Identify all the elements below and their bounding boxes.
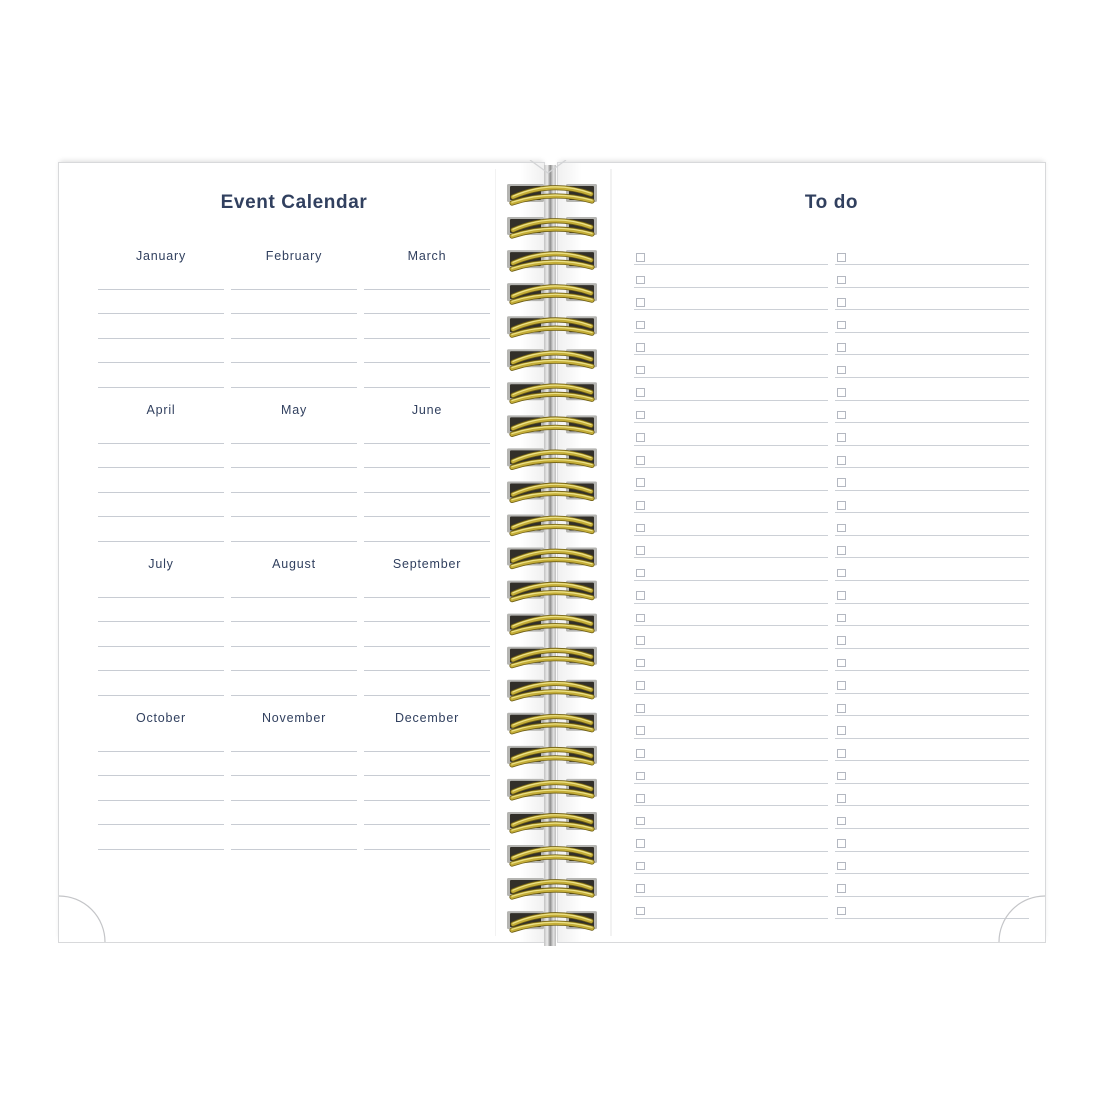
binding-coil bbox=[507, 845, 597, 864]
binding-coil bbox=[507, 184, 597, 203]
todo-row bbox=[835, 410, 1029, 433]
event-calendar-grid bbox=[98, 248, 490, 850]
todo-row bbox=[835, 320, 1029, 343]
checkbox-icon bbox=[636, 636, 645, 645]
todo-line bbox=[634, 873, 828, 874]
todo-line bbox=[835, 828, 1029, 829]
todo-line bbox=[634, 783, 828, 784]
todo-row bbox=[634, 455, 828, 478]
todo-row bbox=[835, 883, 1029, 906]
checkbox-icon bbox=[837, 321, 846, 330]
checkbox-icon bbox=[837, 298, 846, 307]
checkbox-icon bbox=[636, 569, 645, 578]
todo-line bbox=[634, 557, 828, 558]
ruled-line bbox=[364, 597, 490, 598]
ruled-line bbox=[231, 443, 357, 444]
todo-row bbox=[634, 703, 828, 726]
todo-row bbox=[835, 590, 1029, 613]
month-label: January bbox=[135, 249, 187, 263]
ruled-line bbox=[364, 289, 490, 290]
todo-line bbox=[634, 603, 828, 604]
ruled-line bbox=[364, 646, 490, 647]
checkbox-icon bbox=[636, 794, 645, 803]
todo-row bbox=[634, 432, 828, 455]
binding-coil bbox=[507, 415, 597, 434]
month-block bbox=[98, 402, 224, 542]
todo-row bbox=[835, 635, 1029, 658]
checkbox-icon bbox=[837, 569, 846, 578]
todo-row bbox=[634, 861, 828, 884]
todo-line bbox=[634, 309, 828, 310]
todo-line bbox=[835, 715, 1029, 716]
todo-line bbox=[835, 896, 1029, 897]
checkbox-icon bbox=[636, 276, 645, 285]
todo-row bbox=[634, 500, 828, 523]
todo-row bbox=[835, 613, 1029, 636]
binding-coil bbox=[507, 316, 597, 335]
binding-coil bbox=[507, 481, 597, 500]
checkbox-icon bbox=[837, 524, 846, 533]
checkbox-icon bbox=[837, 478, 846, 487]
todo-line bbox=[835, 535, 1029, 536]
todo-line bbox=[835, 490, 1029, 491]
todo-line bbox=[835, 512, 1029, 513]
ruled-line bbox=[231, 621, 357, 622]
checkbox-icon bbox=[636, 704, 645, 713]
checkbox-icon bbox=[837, 614, 846, 623]
ruled-line bbox=[231, 516, 357, 517]
checkbox-icon bbox=[837, 546, 846, 555]
binding-coil bbox=[507, 548, 597, 567]
todo-row bbox=[835, 500, 1029, 523]
checkbox-icon bbox=[837, 862, 846, 871]
checkbox-icon bbox=[636, 366, 645, 375]
todo-row bbox=[835, 861, 1029, 884]
ruled-line bbox=[98, 597, 224, 598]
month-label: October bbox=[135, 711, 187, 725]
ruled-line bbox=[364, 387, 490, 388]
checkbox-icon bbox=[636, 456, 645, 465]
ruled-line bbox=[98, 338, 224, 339]
binding-coil bbox=[507, 283, 597, 302]
todo-line bbox=[634, 354, 828, 355]
todo-row bbox=[634, 658, 828, 681]
checkbox-icon bbox=[636, 253, 645, 262]
todo-line bbox=[634, 467, 828, 468]
todo-line bbox=[835, 603, 1029, 604]
todo-line bbox=[835, 467, 1029, 468]
ruled-line bbox=[231, 751, 357, 752]
checkbox-icon bbox=[636, 411, 645, 420]
checkbox-icon bbox=[837, 794, 846, 803]
todo-row bbox=[835, 568, 1029, 591]
ruled-line bbox=[364, 516, 490, 517]
todo-row bbox=[835, 252, 1029, 275]
ruled-line bbox=[98, 289, 224, 290]
checkbox-icon bbox=[837, 253, 846, 262]
binding-coil bbox=[507, 250, 597, 269]
todo-line bbox=[835, 783, 1029, 784]
month-block bbox=[98, 248, 224, 388]
todo-line bbox=[634, 648, 828, 649]
todo-line bbox=[835, 400, 1029, 401]
checkbox-icon bbox=[837, 501, 846, 510]
todo-line bbox=[835, 918, 1029, 919]
checkbox-icon bbox=[636, 546, 645, 555]
left-page bbox=[58, 162, 545, 943]
todo-line bbox=[634, 670, 828, 671]
todo-line bbox=[634, 896, 828, 897]
todo-line bbox=[634, 512, 828, 513]
ruled-line bbox=[231, 492, 357, 493]
checkbox-icon bbox=[837, 636, 846, 645]
checkbox-icon bbox=[636, 343, 645, 352]
month-block bbox=[231, 710, 357, 850]
todo-row bbox=[634, 568, 828, 591]
ruled-line bbox=[98, 824, 224, 825]
todo-line bbox=[835, 377, 1029, 378]
todo-line bbox=[634, 332, 828, 333]
todo-row bbox=[634, 613, 828, 636]
month-block bbox=[364, 556, 490, 696]
todo-row bbox=[835, 523, 1029, 546]
month-label: August bbox=[272, 557, 316, 571]
todo-line bbox=[835, 670, 1029, 671]
page-hinge-line bbox=[495, 169, 497, 936]
binding-coil bbox=[507, 382, 597, 401]
checkbox-icon bbox=[636, 478, 645, 487]
checkbox-icon bbox=[837, 276, 846, 285]
checkbox-icon bbox=[636, 726, 645, 735]
todo-row bbox=[634, 477, 828, 500]
month-label: November bbox=[261, 711, 327, 725]
binding-coil bbox=[507, 217, 597, 236]
todo-row bbox=[634, 838, 828, 861]
checkbox-icon bbox=[837, 839, 846, 848]
todo-line bbox=[634, 580, 828, 581]
todo-line bbox=[634, 400, 828, 401]
ruled-line bbox=[364, 313, 490, 314]
ruled-line bbox=[364, 824, 490, 825]
checkbox-icon bbox=[636, 388, 645, 397]
todo-row bbox=[634, 252, 828, 275]
month-block bbox=[98, 710, 224, 850]
todo-line bbox=[835, 332, 1029, 333]
todo-title: To do bbox=[804, 192, 859, 213]
ruled-line bbox=[231, 775, 357, 776]
todo-line bbox=[835, 805, 1029, 806]
todo-row bbox=[835, 365, 1029, 388]
checkbox-icon bbox=[636, 681, 645, 690]
ruled-line bbox=[364, 467, 490, 468]
checkbox-icon bbox=[837, 749, 846, 758]
checkbox-icon bbox=[636, 591, 645, 600]
ruled-line bbox=[231, 387, 357, 388]
binding-coil bbox=[507, 647, 597, 666]
ruled-line bbox=[364, 492, 490, 493]
checkbox-icon bbox=[837, 591, 846, 600]
todo-row bbox=[835, 771, 1029, 794]
todo-row bbox=[634, 275, 828, 298]
checkbox-icon bbox=[837, 343, 846, 352]
todo-line bbox=[835, 693, 1029, 694]
todo-line bbox=[835, 557, 1029, 558]
month-block bbox=[231, 556, 357, 696]
todo-line bbox=[634, 422, 828, 423]
ruled-line bbox=[98, 516, 224, 517]
ruled-line bbox=[364, 695, 490, 696]
todo-line bbox=[634, 264, 828, 265]
checkbox-icon bbox=[636, 884, 645, 893]
binding-coil bbox=[507, 515, 597, 534]
todo-row bbox=[634, 545, 828, 568]
spiral-binding bbox=[500, 160, 606, 952]
binding-coil bbox=[507, 746, 597, 765]
todo-row bbox=[634, 680, 828, 703]
todo-row bbox=[634, 365, 828, 388]
month-label: April bbox=[146, 403, 176, 417]
checkbox-icon bbox=[837, 456, 846, 465]
checkbox-icon bbox=[837, 366, 846, 375]
ruled-line bbox=[98, 362, 224, 363]
binding-coil bbox=[507, 448, 597, 467]
todo-line bbox=[634, 918, 828, 919]
event-calendar-title: Event Calendar bbox=[220, 192, 368, 213]
ruled-line bbox=[98, 467, 224, 468]
todo-row bbox=[634, 342, 828, 365]
month-block bbox=[364, 248, 490, 388]
checkbox-icon bbox=[636, 501, 645, 510]
ruled-line bbox=[231, 646, 357, 647]
todo-row bbox=[835, 748, 1029, 771]
ruled-line bbox=[98, 695, 224, 696]
todo-line bbox=[835, 873, 1029, 874]
todo-column-right bbox=[835, 252, 1029, 928]
binding-coil bbox=[507, 779, 597, 798]
ruled-line bbox=[231, 338, 357, 339]
checkbox-icon bbox=[636, 614, 645, 623]
ruled-line bbox=[231, 670, 357, 671]
checkbox-icon bbox=[837, 388, 846, 397]
checkbox-icon bbox=[636, 817, 645, 826]
ruled-line bbox=[231, 824, 357, 825]
checkbox-icon bbox=[837, 659, 846, 668]
todo-line bbox=[835, 422, 1029, 423]
todo-row bbox=[835, 725, 1029, 748]
binding-coil bbox=[507, 878, 597, 897]
ruled-line bbox=[231, 849, 357, 850]
ruled-line bbox=[364, 670, 490, 671]
checkbox-icon bbox=[636, 321, 645, 330]
checkbox-icon bbox=[636, 839, 645, 848]
todo-line bbox=[634, 760, 828, 761]
checkbox-icon bbox=[636, 862, 645, 871]
ruled-line bbox=[98, 646, 224, 647]
todo-line bbox=[634, 693, 828, 694]
month-block bbox=[231, 248, 357, 388]
ruled-line bbox=[98, 849, 224, 850]
todo-row bbox=[835, 297, 1029, 320]
todo-row bbox=[634, 635, 828, 658]
ruled-line bbox=[231, 800, 357, 801]
todo-column-left bbox=[634, 252, 828, 928]
todo-line bbox=[634, 445, 828, 446]
month-block bbox=[98, 556, 224, 696]
checkbox-icon bbox=[636, 772, 645, 781]
todo-row bbox=[835, 477, 1029, 500]
month-label: July bbox=[148, 557, 174, 571]
binding-coil bbox=[507, 911, 597, 930]
todo-row bbox=[634, 297, 828, 320]
checkbox-icon bbox=[636, 907, 645, 916]
todo-row bbox=[835, 455, 1029, 478]
ruled-line bbox=[231, 289, 357, 290]
todo-line bbox=[835, 648, 1029, 649]
todo-row bbox=[835, 545, 1029, 568]
todo-row bbox=[634, 793, 828, 816]
checkbox-icon bbox=[636, 524, 645, 533]
checkbox-icon bbox=[837, 907, 846, 916]
todo-line bbox=[835, 760, 1029, 761]
todo-line bbox=[634, 535, 828, 536]
todo-line bbox=[634, 828, 828, 829]
todo-row bbox=[634, 410, 828, 433]
todo-row bbox=[634, 725, 828, 748]
ruled-line bbox=[98, 800, 224, 801]
checkbox-icon bbox=[837, 772, 846, 781]
month-label: March bbox=[407, 249, 447, 263]
todo-line bbox=[835, 445, 1029, 446]
todo-row bbox=[835, 703, 1029, 726]
month-block bbox=[364, 402, 490, 542]
right-page bbox=[557, 162, 1046, 943]
month-block bbox=[231, 402, 357, 542]
ruled-line bbox=[98, 443, 224, 444]
ruled-line bbox=[98, 775, 224, 776]
todo-row bbox=[634, 590, 828, 613]
binding-coil bbox=[507, 713, 597, 732]
todo-row bbox=[634, 320, 828, 343]
checkbox-icon bbox=[837, 884, 846, 893]
ruled-line bbox=[98, 492, 224, 493]
ruled-line bbox=[231, 362, 357, 363]
ruled-line bbox=[364, 362, 490, 363]
ruled-line bbox=[364, 338, 490, 339]
todo-row bbox=[634, 523, 828, 546]
ruled-line bbox=[98, 313, 224, 314]
todo-row bbox=[835, 680, 1029, 703]
ruled-line bbox=[98, 541, 224, 542]
ruled-line bbox=[364, 443, 490, 444]
binding-coil bbox=[507, 614, 597, 633]
checkbox-icon bbox=[636, 749, 645, 758]
binding-coil bbox=[507, 812, 597, 831]
binding-coil bbox=[507, 680, 597, 699]
todo-row bbox=[835, 275, 1029, 298]
todo-row bbox=[634, 771, 828, 794]
todo-row bbox=[634, 816, 828, 839]
ruled-line bbox=[364, 849, 490, 850]
todo-line bbox=[634, 490, 828, 491]
todo-row bbox=[835, 432, 1029, 455]
page-hinge-line bbox=[610, 169, 612, 936]
todo-line bbox=[634, 805, 828, 806]
todo-line bbox=[835, 851, 1029, 852]
todo-line bbox=[634, 715, 828, 716]
todo-line bbox=[835, 580, 1029, 581]
todo-row bbox=[634, 883, 828, 906]
ruled-line bbox=[364, 775, 490, 776]
month-label: December bbox=[394, 711, 460, 725]
todo-line bbox=[634, 625, 828, 626]
month-label: June bbox=[411, 403, 443, 417]
ruled-line bbox=[364, 621, 490, 622]
checkbox-icon bbox=[837, 411, 846, 420]
todo-line bbox=[835, 354, 1029, 355]
todo-line bbox=[634, 851, 828, 852]
ruled-line bbox=[98, 751, 224, 752]
todo-row bbox=[634, 748, 828, 771]
ruled-line bbox=[231, 467, 357, 468]
todo-row bbox=[835, 342, 1029, 365]
ruled-line bbox=[98, 670, 224, 671]
todo-row bbox=[835, 838, 1029, 861]
checkbox-icon bbox=[837, 681, 846, 690]
ruled-line bbox=[231, 313, 357, 314]
todo-row bbox=[835, 816, 1029, 839]
checkbox-icon bbox=[837, 704, 846, 713]
todo-line bbox=[835, 309, 1029, 310]
ruled-line bbox=[98, 387, 224, 388]
ruled-line bbox=[98, 621, 224, 622]
ruled-line bbox=[364, 751, 490, 752]
checkbox-icon bbox=[636, 298, 645, 307]
month-label: May bbox=[280, 403, 307, 417]
todo-line bbox=[634, 287, 828, 288]
binding-coil bbox=[507, 581, 597, 600]
todo-row bbox=[835, 793, 1029, 816]
checkbox-icon bbox=[837, 726, 846, 735]
ruled-line bbox=[364, 541, 490, 542]
todo-line bbox=[835, 738, 1029, 739]
ruled-line bbox=[364, 800, 490, 801]
todo-line bbox=[634, 377, 828, 378]
month-block bbox=[364, 710, 490, 850]
todo-row bbox=[835, 658, 1029, 681]
binding-coil bbox=[507, 349, 597, 368]
ruled-line bbox=[231, 541, 357, 542]
checkbox-icon bbox=[837, 433, 846, 442]
month-label: September bbox=[392, 557, 462, 571]
todo-row bbox=[835, 387, 1029, 410]
ruled-line bbox=[231, 695, 357, 696]
checkbox-icon bbox=[837, 817, 846, 826]
todo-line bbox=[835, 287, 1029, 288]
todo-row bbox=[634, 387, 828, 410]
checkbox-icon bbox=[636, 659, 645, 668]
checkbox-icon bbox=[636, 433, 645, 442]
month-label: February bbox=[265, 249, 323, 263]
todo-row bbox=[835, 906, 1029, 929]
todo-line bbox=[634, 738, 828, 739]
todo-line bbox=[835, 625, 1029, 626]
todo-row bbox=[634, 906, 828, 929]
todo-line bbox=[835, 264, 1029, 265]
ruled-line bbox=[231, 597, 357, 598]
